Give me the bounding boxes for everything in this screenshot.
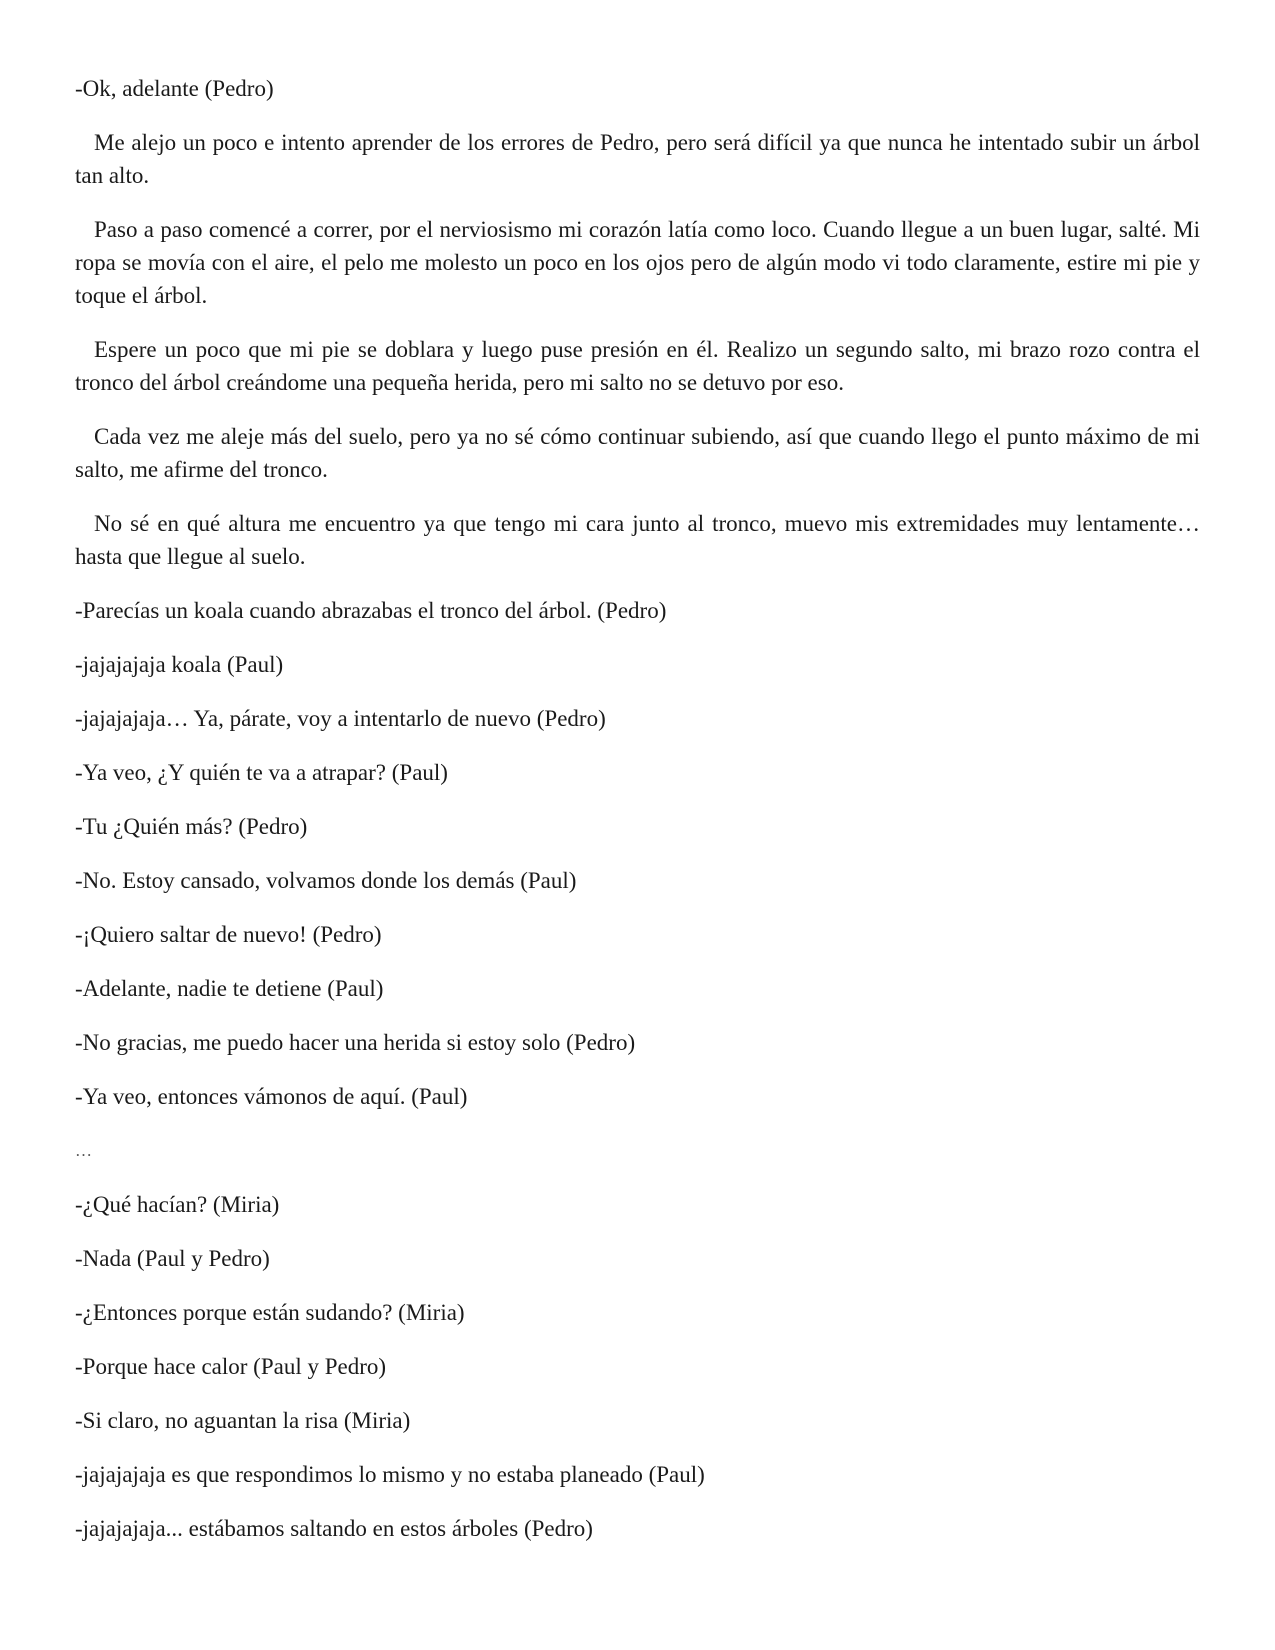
- dialog-line: -Nada (Paul y Pedro): [75, 1246, 270, 1271]
- dialog-line: -jajajajaja… Ya, párate, voy a intentarlo de nuevo (Pedro): [75, 706, 606, 731]
- dialog-line: -jajajajaja es que respondimos lo mismo y no estaba planeado (Paul): [75, 1462, 705, 1487]
- dialog-line: -Ya veo, entonces vámonos de aquí. (Paul): [75, 1084, 468, 1109]
- dialog-line: -¿Qué hacían? (Miria): [75, 1192, 280, 1217]
- dialog-line: -Ya veo, ¿Y quién te va a atrapar? (Paul): [75, 760, 448, 785]
- dialog-line: -jajajajaja koala (Paul): [75, 652, 284, 677]
- dialog-line: -No. Estoy cansado, volvamos donde los demás (Paul): [75, 868, 577, 893]
- dialog-line: -Parecías un koala cuando abrazabas el tronco del árbol. (Pedro): [75, 598, 667, 623]
- narrative-paragraph: Espere un poco que mi pie se doblara y luego puse presión en él. Realizo un segundo salto, mi brazo rozo contra el tronco del árbol creándome una pequeña herida, pero mi salto no se detuvo por eso.: [75, 337, 1200, 395]
- document-page: [75, 72, 1200, 1566]
- narrative-paragraph: Me alejo un poco e intento aprender de los errores de Pedro, pero será difícil ya que nunca he intentado subir un árbol tan alto.: [75, 130, 1200, 188]
- dialog-line: -Tu ¿Quién más? (Pedro): [75, 814, 308, 839]
- dialog-line: -Porque hace calor (Paul y Pedro): [75, 1354, 387, 1379]
- scene-break-ellipsis: …: [75, 1141, 93, 1160]
- dialog-line: -jajajajaja... estábamos saltando en estos árboles (Pedro): [75, 1516, 593, 1541]
- dialog-line: -¡Quiero saltar de nuevo! (Pedro): [75, 922, 382, 947]
- narrative-paragraph: No sé en qué altura me encuentro ya que tengo mi cara junto al tronco, muevo mis extremidades muy lentamente… hasta que llegue al suelo.: [75, 511, 1200, 569]
- dialog-line: -Ok, adelante (Pedro): [75, 76, 274, 101]
- dialog-line: -Adelante, nadie te detiene (Paul): [75, 976, 384, 1001]
- narrative-paragraph: Paso a paso comencé a correr, por el nerviosismo mi corazón latía como loco. Cuando llegue a un buen lugar, salté. Mi ropa se movía con el aire, el pelo me molesto un poco en los ojos pero de algún modo vi todo claramente, estire mi pie y toque el árbol.: [75, 217, 1200, 308]
- dialog-line: -¿Entonces porque están sudando? (Miria): [75, 1300, 465, 1325]
- dialog-line: -Si claro, no aguantan la risa (Miria): [75, 1408, 411, 1433]
- dialog-line: -No gracias, me puedo hacer una herida si estoy solo (Pedro): [75, 1030, 636, 1055]
- narrative-paragraph: Cada vez me aleje más del suelo, pero ya no sé cómo continuar subiendo, así que cuando llego el punto máximo de mi salto, me afirme del tronco.: [75, 424, 1200, 482]
